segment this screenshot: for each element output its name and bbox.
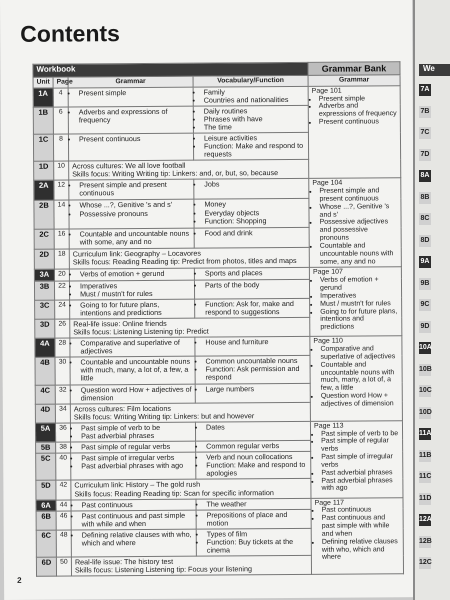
unit-cell: 4D — [35, 404, 55, 423]
vocab-item: • Function: Ask for, make and respond to suggestions — [205, 300, 306, 317]
grammar-cell — [68, 133, 193, 161]
vocab-cell — [196, 509, 311, 529]
unit-cell: 6C — [36, 530, 56, 557]
page-cell: 30 — [55, 357, 70, 384]
vocab-item: • Leisure activities — [204, 134, 305, 143]
facing-unit-label: 10B — [419, 364, 431, 376]
grammar-item: • Question word How + adjectives of dimension — [81, 385, 192, 402]
grammar-bank-cell — [308, 85, 401, 178]
page-cell: 8 — [53, 134, 68, 161]
grammar-bank-item: • Verbs of emotion + gerund — [320, 276, 398, 292]
grammar-bank-item: • Past simple of irregular verbs — [321, 453, 399, 469]
facing-unit-label: 9D — [419, 321, 431, 333]
skills-cell — [69, 248, 309, 270]
grammar-header: Grammar — [68, 76, 193, 87]
grammar-bank-page: Page 117 — [314, 499, 345, 507]
grammar-item: • Past adverbial phrases with ago — [81, 462, 192, 471]
skills-line: Real-life issue: Online friends — [73, 318, 167, 329]
skills-line: Skills focus: Writing Writing tip: Linkers: but and however — [73, 410, 255, 422]
page-header: Page — [53, 77, 68, 88]
grammar-bank-item: • Past continuous — [322, 507, 400, 515]
facing-unit-label: 10A — [419, 342, 431, 354]
skills-cell — [70, 402, 310, 423]
grammar-cell — [68, 106, 193, 134]
page-cell: 18 — [54, 249, 69, 269]
unit-cell: 5B — [36, 442, 56, 454]
vocab-item: • Types of film — [207, 530, 308, 539]
vocab-item: • Family — [204, 88, 305, 97]
skills-line: Skills focus: Listening Listening tip: Focus your listening — [74, 564, 252, 575]
grammar-item: • Adverbs and expressions of frequency — [79, 107, 190, 124]
grammar-item: • Past continuous — [81, 500, 192, 509]
grammar-cell — [70, 422, 195, 442]
vocab-cell — [194, 268, 309, 280]
workbook-header: Workbook — [33, 62, 308, 77]
page-cell: 6 — [53, 107, 68, 134]
grammar-bank-page: Page 110 — [313, 337, 343, 346]
table-row — [35, 336, 402, 358]
grammar-bank-item: • Present simple — [319, 95, 397, 103]
grammar-bank-item: • Countable and uncountable nouns with much, many, a lot of, a few, a little — [321, 361, 399, 393]
grammar-cell — [71, 499, 196, 511]
unit-cell: 6B — [36, 511, 56, 530]
skills-cell — [69, 160, 309, 181]
table-row — [33, 85, 400, 107]
unit-cell: 6D — [36, 557, 56, 576]
vocab-cell — [194, 227, 309, 248]
facing-unit-label: 11D — [419, 493, 431, 505]
vocab-item: • Large numbers — [206, 384, 307, 393]
facing-unit-label: 12C — [419, 557, 431, 569]
grammar-item: • Past continuous and past simple with while and when — [82, 512, 193, 529]
grammar-cell — [69, 228, 194, 249]
vocab-cell — [193, 105, 308, 133]
vocab-item: • The weather — [206, 499, 307, 508]
facing-page — [413, 0, 450, 600]
grammar-item: • Whose ...?, Genitive 's and s' — [79, 201, 190, 210]
grammar-cell — [70, 356, 195, 384]
vocab-header: Vocabulary/Function — [193, 75, 308, 86]
grammar-bank-item: • Present continuous — [319, 118, 397, 126]
facing-unit-label: 10C — [419, 385, 431, 397]
vocab-cell — [196, 498, 311, 510]
unit-cell: 5D — [36, 481, 56, 500]
vocab-item: • Function: Shopping — [205, 216, 306, 225]
grammar-item: • Going to for future plans, intentions and predictions — [80, 301, 191, 318]
vocab-item: • Sports and places — [205, 269, 306, 278]
skills-line: Skills focus: Writing Writing tip: Linkers: and, or, but, so, because — [72, 168, 279, 179]
grammar-bank-item: • Countable and uncountable nouns with some, any and no — [320, 242, 398, 266]
grammar-bank-item: • Imperatives — [320, 292, 398, 300]
vocab-cell — [193, 132, 308, 160]
facing-unit-label: 10D — [419, 407, 431, 419]
grammar-item: • Defining relative clauses with who, which and where — [82, 531, 193, 548]
grammar-bank-header: Grammar Bank — [308, 62, 400, 76]
skills-line: Across cultures: We all love football — [72, 160, 186, 171]
facing-unit-label: 11C — [419, 471, 431, 483]
vocab-item: • Function: Buy tickets at the cinema — [207, 538, 308, 555]
skills-line: Curriculum link: History – The gold rush — [74, 480, 201, 490]
page-cell: 26 — [55, 319, 70, 338]
page-cell: 48 — [56, 530, 71, 557]
unit-cell: 1C — [33, 134, 53, 161]
vocab-item: • House and furniture — [205, 338, 306, 347]
skills-cell — [71, 556, 311, 577]
vocab-item: • Daily routines — [204, 107, 305, 116]
grammar-bank-item: • Past simple of regular verbs — [321, 438, 399, 454]
vocab-item: • The time — [204, 123, 305, 132]
grammar-bank-item: • Question word How + adjectives of dimension — [321, 392, 399, 408]
vocab-item: • Food and drink — [205, 229, 306, 238]
grammar-bank-page: Page 101 — [311, 87, 342, 95]
skills-cell — [71, 479, 311, 500]
grammar-item: • Past adverbial phrases — [81, 431, 192, 440]
facing-unit-label: 12A — [419, 514, 431, 526]
vocab-item: • Phrases with have — [204, 115, 305, 124]
vocab-item: • Common uncountable nouns — [206, 357, 307, 366]
grammar-bank-page: Page 104 — [312, 179, 343, 188]
grammar-bank-item: • Present simple and present continuous — [319, 187, 397, 203]
grammar-item: • Must / mustn't for rules — [80, 290, 191, 299]
facing-unit-label: 7A — [419, 84, 431, 96]
facing-unit-label: 12B — [419, 536, 431, 548]
grammar-bank-cell — [309, 267, 401, 336]
grammar-item: • Present simple — [79, 88, 190, 97]
vocab-item: • Parts of the body — [205, 281, 306, 290]
grammar-cell — [69, 269, 194, 281]
grammar-bank-item: • Comparative and superlative of adjectives — [320, 345, 398, 361]
vocab-item: • Countries and nationalities — [204, 96, 305, 105]
grammar-item: • Past simple of regular verbs — [81, 443, 192, 452]
gb-grammar-header: Grammar — [308, 75, 400, 86]
unit-cell: 3B — [34, 281, 54, 300]
unit-cell: 4A — [35, 338, 55, 357]
facing-unit-label: 8C — [419, 213, 431, 225]
grammar-cell — [70, 299, 195, 319]
grammar-cell — [69, 280, 194, 300]
grammar-item: • Countable and uncountable nouns with some, any and no — [80, 230, 191, 247]
vocab-cell — [193, 86, 308, 106]
table-row — [35, 420, 402, 442]
grammar-cell — [71, 452, 196, 480]
page-title: Contents — [20, 20, 120, 47]
skills-cell — [70, 317, 310, 338]
page-cell: 28 — [55, 338, 70, 357]
grammar-bank-cell — [310, 336, 403, 421]
grammar-bank-item: • Past adverbial phrases — [321, 469, 399, 477]
grammar-bank-item: • Possessive adjectives and possessive pronouns — [320, 219, 398, 243]
page-cell: 34 — [55, 404, 70, 423]
page-cell: 40 — [56, 453, 71, 480]
unit-cell: 3A — [34, 270, 54, 282]
unit-cell: 3D — [35, 319, 55, 338]
facing-unit-label: 9A — [419, 256, 431, 268]
unit-cell: 4B — [35, 357, 55, 384]
facing-unit-label: 7C — [419, 127, 431, 139]
skills-line: Real-life issue: The history test — [74, 557, 174, 567]
vocab-cell — [194, 279, 309, 299]
facing-unit-label: 8A — [419, 170, 431, 182]
page-cell: 32 — [55, 385, 70, 404]
vocab-cell — [196, 528, 311, 556]
grammar-item: • Present continuous — [79, 135, 190, 144]
skills-line: Skills focus: Reading Reading tip: Predict from photos, titles and maps — [72, 256, 297, 267]
grammar-cell — [70, 384, 195, 404]
vocab-cell — [194, 179, 309, 200]
facing-unit-label: 11B — [419, 450, 431, 462]
grammar-item: • Imperatives — [80, 281, 191, 290]
grammar-cell — [69, 200, 194, 230]
grammar-item: • Verbs of emotion + gerund — [80, 270, 191, 279]
vocab-item: • Function: Make and respond to requests — [204, 142, 305, 159]
grammar-item: • Comparative and superlative of adjectives — [80, 339, 191, 356]
page-cell: 12 — [54, 180, 69, 200]
grammar-bank-item: • Whose ...?, Genitive 's and s' — [319, 203, 397, 219]
unit-cell: 4C — [35, 385, 55, 404]
skills-line: Skills focus: Reading Reading tip: Scan for specific information — [74, 487, 274, 499]
grammar-item: • Countable and uncountable nouns with much, many, a lot of, a few, a little — [81, 358, 192, 383]
facing-unit-label: 9C — [419, 299, 431, 311]
vocab-cell — [196, 440, 311, 452]
vocab-cell — [195, 337, 310, 357]
facing-page-header: We — [419, 64, 450, 76]
table-row — [34, 178, 401, 201]
vocab-item: • Money — [204, 200, 305, 209]
grammar-bank-page: Page 107 — [312, 269, 343, 277]
page-cell: 38 — [56, 442, 71, 453]
grammar-cell — [70, 337, 195, 357]
grammar-cell — [71, 510, 196, 530]
vocab-cell — [195, 383, 310, 403]
unit-cell: 5C — [36, 453, 56, 480]
grammar-cell — [71, 529, 196, 557]
vocab-cell — [196, 452, 311, 480]
page-cell: 44 — [56, 500, 71, 511]
vocab-item: • Everyday objects — [204, 208, 305, 217]
facing-unit-label: 8B — [419, 192, 431, 204]
grammar-item: • Past simple of verb to be — [81, 423, 192, 432]
page-cell: 50 — [56, 557, 71, 576]
vocab-item: • Verb and noun collocations — [206, 453, 307, 462]
facing-unit-label: 9B — [419, 278, 431, 290]
vocab-item: • Prepositions of place and motion — [207, 511, 308, 528]
grammar-bank-cell — [311, 497, 404, 574]
unit-cell: 2C — [34, 229, 54, 249]
page-cell: 42 — [56, 480, 71, 499]
page-cell: 24 — [55, 300, 70, 319]
grammar-item: • Possessive pronouns — [79, 209, 190, 218]
vocab-item: • Jobs — [204, 180, 305, 189]
vocab-cell — [195, 298, 310, 318]
vocab-item: • Function: Ask permission and respond — [206, 365, 307, 382]
grammar-bank-item: • Defining relative clauses with who, which and where — [322, 538, 400, 562]
grammar-bank-cell — [309, 178, 402, 268]
unit-header: Unit — [33, 77, 53, 88]
unit-cell: 2D — [34, 249, 54, 269]
page-cell: 14 — [54, 200, 69, 229]
unit-cell: 6A — [36, 500, 56, 512]
grammar-bank-item: • Going to for future plans, intentions and predictions — [320, 308, 398, 332]
facing-unit-label: 11A — [419, 428, 431, 440]
vocab-item: • Function: Make and respond to apologies — [206, 461, 307, 478]
vocab-cell — [195, 356, 310, 384]
unit-cell: 2B — [34, 201, 54, 230]
vocab-cell — [195, 421, 310, 441]
contents-body — [33, 85, 403, 576]
unit-cell: 1A — [33, 88, 53, 107]
grammar-bank-cell — [310, 420, 403, 497]
contents-table — [32, 61, 404, 577]
unit-cell: 1B — [33, 107, 53, 134]
grammar-item: • Past simple of irregular verbs — [81, 454, 192, 463]
vocab-item: • Common regular verbs — [206, 442, 307, 451]
unit-cell: 3C — [35, 300, 55, 319]
grammar-bank-item: • Must / mustn't for rules — [320, 300, 398, 308]
grammar-bank-page: Page 113 — [313, 422, 344, 430]
page-cell: 16 — [54, 229, 69, 249]
vocab-item: • Dates — [206, 423, 307, 432]
grammar-bank-item: • Past simple of verb to be — [321, 430, 399, 438]
unit-cell: 5A — [35, 423, 55, 442]
grammar-bank-item: • Past adverbial phrases with ago — [321, 477, 399, 493]
grammar-cell — [68, 87, 193, 107]
page-cell: 46 — [56, 511, 71, 530]
skills-line: Across cultures: Film locations — [73, 403, 171, 414]
grammar-bank-item: • Past continuous and past simple with while and when — [322, 514, 400, 538]
grammar-item: • Present simple and present continuous — [79, 181, 190, 198]
facing-unit-label: 7D — [419, 149, 431, 161]
skills-line: Skills focus: Listening Listening tip: Predict — [73, 326, 209, 337]
page-cell: 4 — [53, 88, 68, 107]
unit-cell: 1D — [34, 161, 54, 180]
page-number: 2 — [17, 575, 22, 585]
facing-unit-label: 7B — [419, 106, 431, 118]
skills-line: Curriculum link: Geography – Locavores — [72, 248, 202, 259]
page-cell: 20 — [54, 269, 69, 280]
vocab-cell — [194, 199, 309, 228]
facing-unit-label: 8D — [419, 235, 431, 247]
page-cell: 10 — [54, 161, 69, 180]
page-cell: 22 — [54, 281, 69, 300]
page-cell: 36 — [55, 423, 70, 442]
grammar-cell — [69, 179, 194, 200]
unit-cell: 2A — [34, 180, 54, 200]
grammar-cell — [71, 441, 196, 453]
grammar-bank-item: • Adverbs and expressions of frequency — [319, 103, 397, 119]
